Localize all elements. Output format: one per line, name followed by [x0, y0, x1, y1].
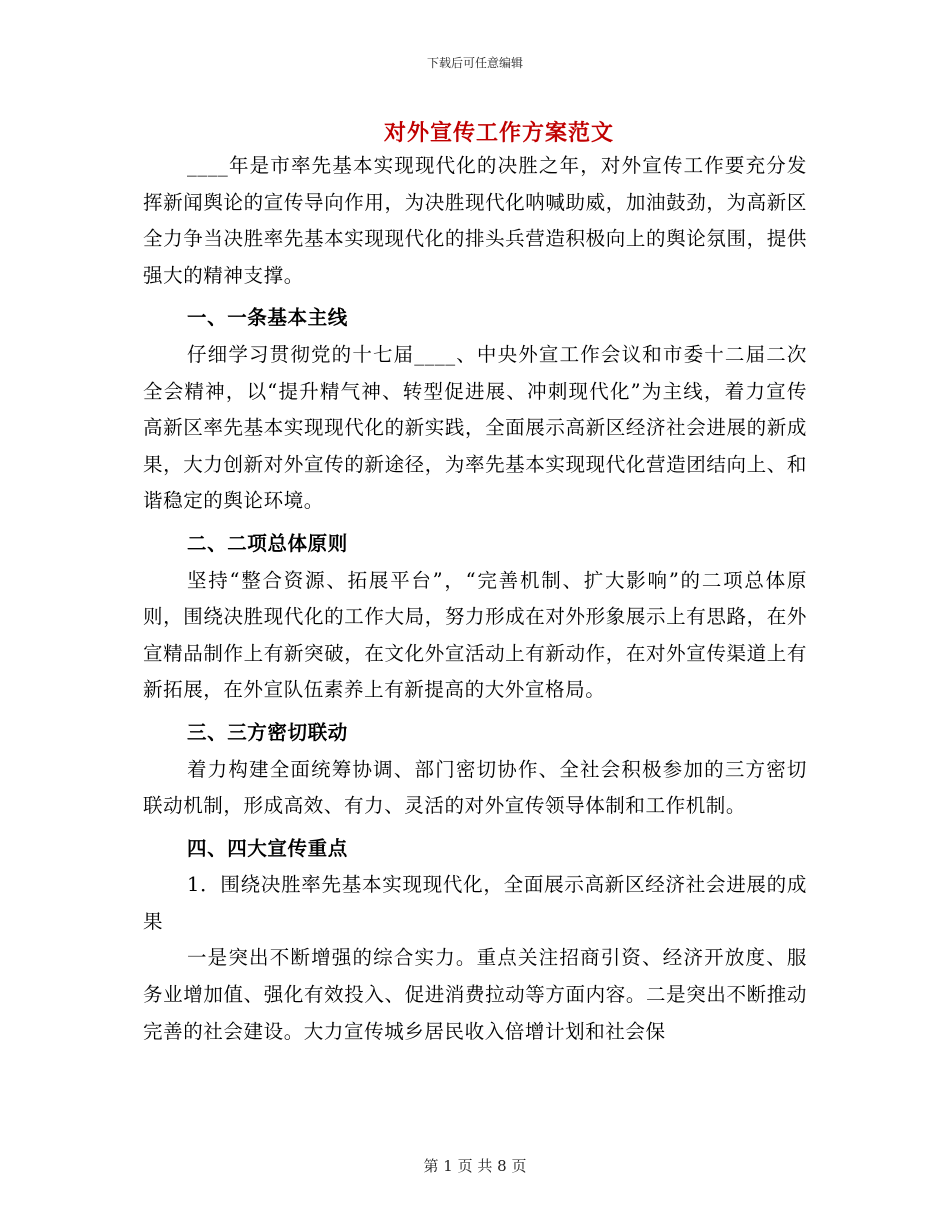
- header-note: 下载后可任意编辑: [426, 56, 523, 70]
- section-heading-2: 二、二项总体原则: [187, 531, 348, 555]
- section-heading-4: 四、四大宣传重点: [187, 836, 348, 860]
- page-footer: 第 1 页 共 8 页: [423, 1157, 527, 1175]
- section-4-subheading: 1．围绕决胜率先基本实现现代化，全面展示高新区经济社会进展的成果: [143, 873, 807, 933]
- section-heading-3: 三、三方密切联动: [187, 720, 348, 744]
- document-body: [143, 148, 807, 1050]
- document-title: 对外宣传工作方案范文: [383, 120, 614, 146]
- section-3-paragraph: 着力构建全面统筹协调、部门密切协作、全社会积极参加的三方密切联动机制，形成高效、有力、灵活的对外宣传领导体制和工作机制。: [143, 757, 807, 818]
- section-2-paragraph: 坚持“整合资源、拓展平台”，“完善机制、扩大影响”的二项总体原则，围绕决胜现代化的工作大局，努力形成在对外形象展示上有思路，在外宣精品制作上有新突破，在文化外宣活动上有新动作，在对外宣传渠道上有新拓展，在外宣队伍素养上有新提高的大外宣格局。: [143, 568, 807, 702]
- section-4-paragraph: 一是突出不断增强的综合实力。重点关注招商引资、经济开放度、服务业增加值、强化有效投入、促进消费拉动等方面内容。二是突出不断推动完善的社会建设。大力宣传城乡居民收入倍增计划和社会保: [143, 946, 807, 1043]
- intro-paragraph: ____年是市率先基本实现现代化的决胜之年，对外宣传工作要充分发挥新闻舆论的宣传导向作用，为决胜现代化呐喊助威，加油鼓劲，为高新区全力争当决胜率先基本实现现代化的排头兵营造积极向上的舆论氛围，提供强大的精神支撑。: [143, 154, 807, 287]
- section-1-paragraph: 仔细学习贯彻党的十七届____、中央外宣工作会议和市委十二届二次全会精神，以“提升精气神、转型促进展、冲刺现代化”为主线，着力宣传高新区率先基本实现现代化的新实践，全面展示高新区经济社会进展的新成果，大力创新对外宣传的新途径，为率先基本实现现代化营造团结向上、和谐稳定的舆论环境。: [143, 342, 807, 513]
- section-heading-1: 一、一条基本主线: [187, 306, 348, 330]
